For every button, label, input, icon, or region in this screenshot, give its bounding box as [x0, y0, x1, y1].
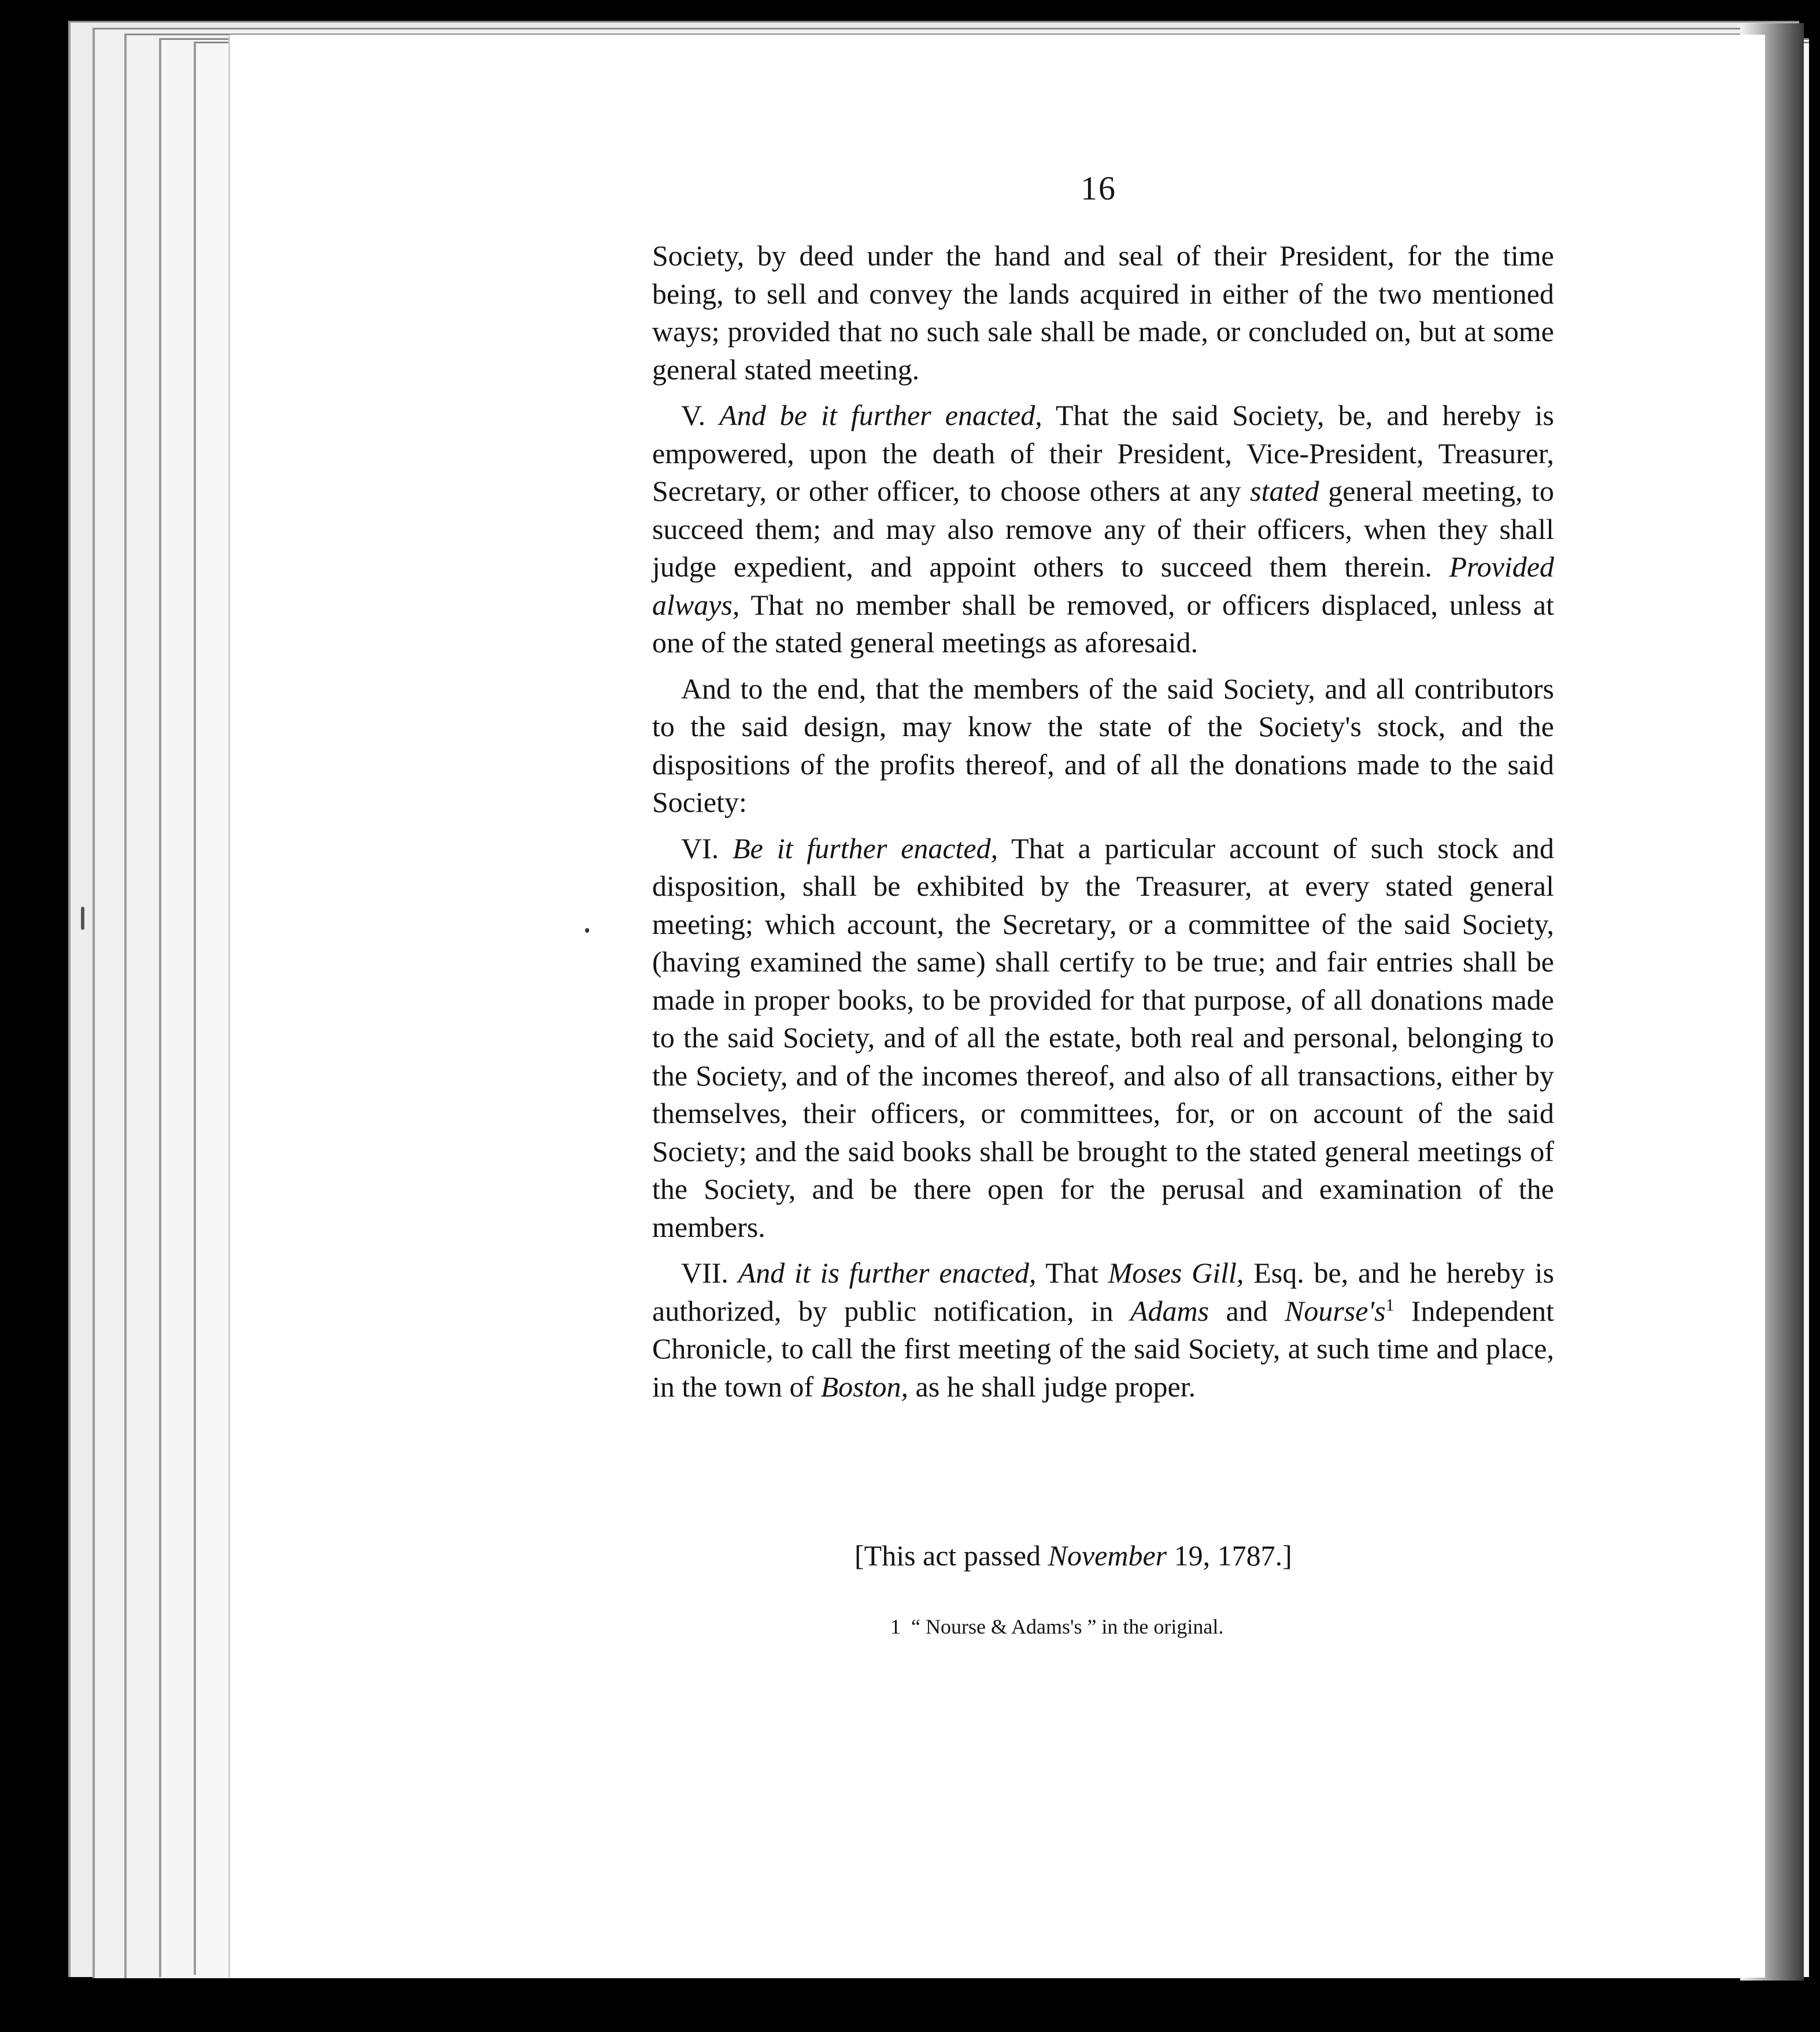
- enacting-clause: And be it further enacted,: [719, 399, 1042, 431]
- section-number: VI.: [681, 832, 719, 864]
- section-vii: [652, 1254, 1554, 1406]
- section-text: Esq. be, and he hereby is authorized, by public notification, in: [652, 1257, 1555, 1327]
- section-text: and: [1226, 1294, 1268, 1327]
- place-boston: Boston,: [820, 1370, 909, 1403]
- preamble-paragraph: And to the end, that the members of the said Society, and all contributors to the said design, may know the state of the Society's stock, and the dispositions of the profits thereof, and of all the donations made to the said Society:: [652, 672, 1554, 818]
- section-text: That no member shall be removed, or officers displaced, unless at one of the stated general meetings as aforesaid.: [652, 588, 1554, 659]
- enacting-clause: Be it further enacted,: [733, 832, 998, 864]
- footnote-reference: 1: [1385, 1295, 1394, 1314]
- section-number: VII.: [681, 1257, 728, 1289]
- scan-top-border: [0, 0, 1820, 20]
- section-v: [652, 397, 1554, 662]
- footnote-marker: 1: [890, 1615, 901, 1638]
- footnote: [890, 1613, 1468, 1640]
- emphasis-stated: stated: [1250, 475, 1319, 507]
- enacting-clause: And it is further enacted,: [738, 1257, 1037, 1289]
- name-adams: Adams: [1130, 1294, 1209, 1327]
- section-text: That a particular account of such stock and disposition, shall be exhibited by the Treasurer, at every stated general meeting; which account, the Secretary, or a committee of the said Society, (having examined the same) shall certify to be true; and fair entries shall be made in proper books, to be provided for that purpose, of all donations made to the said Society, and of all the estate, both real and personal, belonging to the Society, and of the incomes thereof, and also of all transactions, either by themselves, their officers, or committees, for, or on account of the said Society; and the said books shall be brought to the stated general meetings of the Society, and be there open for the perusal and examination of the members.: [652, 832, 1554, 1243]
- section-text: That: [1045, 1257, 1098, 1289]
- act-passed-note: [854, 1538, 1548, 1573]
- section-text: Independent Chronicle, to call the first meeting of the said Society, at such time and place, in the town of: [652, 1294, 1555, 1403]
- closing-prefix: [This act passed: [854, 1539, 1041, 1572]
- section-number: V.: [681, 399, 706, 431]
- scan-speck: [585, 928, 589, 933]
- name-nourse: Nourse's: [1284, 1294, 1386, 1327]
- emphasis-provided: Provided always,: [652, 551, 1555, 621]
- page-number: 16: [1081, 169, 1116, 207]
- section-text: general meeting, to succeed them; and may also remove any of their officers, when they shall judge expedient, and appoint others to succeed them therein.: [652, 475, 1555, 583]
- body-text: [652, 237, 1554, 1414]
- section-text: That the said Society, be, and hereby is empowered, upon the death of their President, Vice-President, Treasurer, Secretary, or other officer, to choose others at any: [652, 399, 1554, 507]
- closing-month: November: [1048, 1539, 1167, 1572]
- name-moses-gill: Moses Gill,: [1108, 1257, 1244, 1289]
- paragraph-continuation: Society, by deed under the hand and seal of their President, for the time being, to sell and convey the lands acquired in either of the two mentioned ways; provided that no such sale shall be made, or concluded on, but at some general stated meeting.: [652, 239, 1554, 386]
- closing-suffix: 19, 1787.]: [1174, 1539, 1292, 1572]
- scan-bottom-border: [0, 1981, 1820, 2032]
- section-vi: [652, 830, 1554, 1247]
- section-text: as he shall judge proper.: [915, 1370, 1196, 1403]
- footnote-text: “ Nourse & Adams's ” in the original.: [911, 1615, 1224, 1638]
- page-edge-mark: [81, 907, 84, 930]
